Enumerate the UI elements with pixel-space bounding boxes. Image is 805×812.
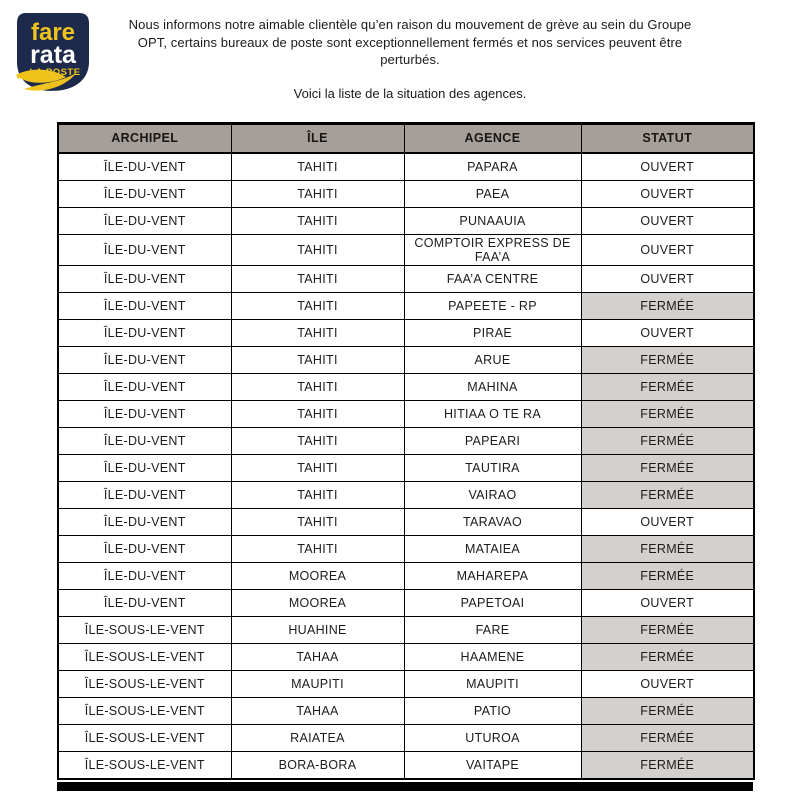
cell-archipel: ÎLE-SOUS-LE-VENT — [58, 616, 231, 643]
cell-ile: TAHITI — [231, 207, 404, 234]
header-row — [58, 123, 754, 153]
cell-agence: PAPEETE - RP — [404, 292, 581, 319]
table-row — [58, 508, 754, 535]
cell-agence: HAAMENE — [404, 643, 581, 670]
fare-rata-logo — [16, 12, 92, 98]
cell-statut: OUVERT — [581, 153, 754, 181]
cell-statut: FERMÉE — [581, 427, 754, 454]
table-header — [58, 123, 754, 153]
table-row — [58, 400, 754, 427]
cell-archipel: ÎLE-SOUS-LE-VENT — [58, 643, 231, 670]
cell-ile: TAHITI — [231, 400, 404, 427]
cell-agence: HITIAA O TE RA — [404, 400, 581, 427]
cell-statut: FERMÉE — [581, 481, 754, 508]
subtitle-text: Voici la liste de la situation des agences. — [293, 85, 527, 101]
cell-archipel: ÎLE-DU-VENT — [58, 180, 231, 207]
cell-statut: OUVERT — [581, 589, 754, 616]
cell-ile: TAHITI — [231, 454, 404, 481]
cell-statut: FERMÉE — [581, 562, 754, 589]
cell-agence: UTUROA — [404, 724, 581, 751]
table-row — [58, 481, 754, 508]
column-header-statut: STATUT — [581, 123, 754, 153]
cell-agence: PAPEARI — [404, 427, 581, 454]
table-body — [58, 153, 754, 779]
cell-statut: OUVERT — [581, 234, 754, 265]
cutoff-row — [57, 782, 753, 791]
cell-ile: TAHITI — [231, 265, 404, 292]
cell-ile: MAUPITI — [231, 670, 404, 697]
cell-agence: MATAIEA — [404, 535, 581, 562]
cell-ile: TAHITI — [231, 481, 404, 508]
table-row — [58, 454, 754, 481]
agencies-table — [57, 122, 755, 780]
cell-archipel: ÎLE-DU-VENT — [58, 481, 231, 508]
cell-agence: TARAVAO — [404, 508, 581, 535]
cell-ile: TAHITI — [231, 535, 404, 562]
table-row — [58, 234, 754, 265]
cell-ile: RAIATEA — [231, 724, 404, 751]
cell-ile: TAHITI — [231, 319, 404, 346]
cell-archipel: ÎLE-DU-VENT — [58, 265, 231, 292]
cell-statut: FERMÉE — [581, 292, 754, 319]
cell-statut: FERMÉE — [581, 346, 754, 373]
cell-agence: COMPTOIR EXPRESS DE FAA’A — [404, 234, 581, 265]
column-header-archipel: ARCHIPEL — [58, 123, 231, 153]
cell-ile: TAHAA — [231, 643, 404, 670]
cell-statut: FERMÉE — [581, 724, 754, 751]
cell-archipel: ÎLE-DU-VENT — [58, 153, 231, 181]
cell-ile: TAHITI — [231, 346, 404, 373]
cell-statut: FERMÉE — [581, 454, 754, 481]
cell-ile: TAHITI — [231, 508, 404, 535]
table-row — [58, 292, 754, 319]
cell-statut: OUVERT — [581, 265, 754, 292]
cell-agence: MAHINA — [404, 373, 581, 400]
cell-ile: TAHITI — [231, 180, 404, 207]
table-row — [58, 616, 754, 643]
cell-archipel: ÎLE-DU-VENT — [58, 454, 231, 481]
cell-archipel: ÎLE-DU-VENT — [58, 207, 231, 234]
cell-agence: PAPETOAI — [404, 589, 581, 616]
cell-ile: TAHITI — [231, 153, 404, 181]
intro-section — [0, 0, 805, 102]
cell-statut: FERMÉE — [581, 697, 754, 724]
table-row — [58, 427, 754, 454]
table-row — [58, 207, 754, 234]
cell-ile: TAHAA — [231, 697, 404, 724]
cell-agence: PAEA — [404, 180, 581, 207]
table-row — [58, 346, 754, 373]
cell-statut: OUVERT — [581, 670, 754, 697]
cell-archipel: ÎLE-SOUS-LE-VENT — [58, 724, 231, 751]
cell-archipel: ÎLE-DU-VENT — [58, 535, 231, 562]
cell-statut: OUVERT — [581, 207, 754, 234]
table-row — [58, 153, 754, 181]
cell-agence: MAHAREPA — [404, 562, 581, 589]
cell-statut: FERMÉE — [581, 616, 754, 643]
table-row — [58, 562, 754, 589]
cell-ile: MOOREA — [231, 562, 404, 589]
logo-text-la-poste: LA POSTE — [29, 67, 81, 78]
cell-agence: PAPARA — [404, 153, 581, 181]
cell-archipel: ÎLE-DU-VENT — [58, 400, 231, 427]
cell-archipel: ÎLE-DU-VENT — [58, 319, 231, 346]
cell-statut: FERMÉE — [581, 643, 754, 670]
table-row — [58, 319, 754, 346]
cell-ile: BORA-BORA — [231, 751, 404, 779]
cell-statut: FERMÉE — [581, 535, 754, 562]
logo-text-fare: fare — [30, 19, 76, 46]
cell-agence: VAIRAO — [404, 481, 581, 508]
table-row — [58, 265, 754, 292]
table-row — [58, 180, 754, 207]
cell-ile: TAHITI — [231, 373, 404, 400]
cell-archipel: ÎLE-DU-VENT — [58, 373, 231, 400]
table-row — [58, 724, 754, 751]
cell-ile: MOOREA — [231, 589, 404, 616]
column-header-ile: ÎLE — [231, 123, 404, 153]
cell-archipel: ÎLE-SOUS-LE-VENT — [58, 697, 231, 724]
cell-agence: FARE — [404, 616, 581, 643]
table-row — [58, 535, 754, 562]
cell-statut: OUVERT — [581, 508, 754, 535]
cell-archipel: ÎLE-DU-VENT — [58, 292, 231, 319]
cell-archipel: ÎLE-DU-VENT — [58, 589, 231, 616]
table-row — [58, 697, 754, 724]
cell-statut: FERMÉE — [581, 373, 754, 400]
cell-agence: PIRAE — [404, 319, 581, 346]
cell-statut: OUVERT — [581, 180, 754, 207]
cell-ile: TAHITI — [231, 234, 404, 265]
cell-agence: PATIO — [404, 697, 581, 724]
cell-archipel: ÎLE-SOUS-LE-VENT — [58, 670, 231, 697]
cell-agence: VAITAPE — [404, 751, 581, 779]
cell-ile: TAHITI — [231, 292, 404, 319]
cell-archipel: ÎLE-DU-VENT — [58, 427, 231, 454]
table-row — [58, 670, 754, 697]
cell-archipel: ÎLE-DU-VENT — [58, 508, 231, 535]
cell-agence: PUNAAUIA — [404, 207, 581, 234]
announcement-text: Nous informons notre aimable clientèle qu’en raison du mouvement de grève au sein du Groupe OPT, certains bureaux de poste sont exceptionnellement fermés et nos services peuvent être perturbés. — [128, 17, 692, 67]
cell-agence: TAUTIRA — [404, 454, 581, 481]
logo-text-rata: rata — [30, 41, 76, 69]
column-header-agence: AGENCE — [404, 123, 581, 153]
cell-agence: ARUE — [404, 346, 581, 373]
cell-statut: FERMÉE — [581, 400, 754, 427]
cell-archipel: ÎLE-DU-VENT — [58, 234, 231, 265]
cell-archipel: ÎLE-DU-VENT — [58, 346, 231, 373]
cell-agence: MAUPITI — [404, 670, 581, 697]
cell-statut: OUVERT — [581, 319, 754, 346]
cell-ile: TAHITI — [231, 427, 404, 454]
cell-statut: FERMÉE — [581, 751, 754, 779]
table-row — [58, 643, 754, 670]
table-row — [58, 373, 754, 400]
cell-archipel: ÎLE-SOUS-LE-VENT — [58, 751, 231, 779]
cell-ile: HUAHINE — [231, 616, 404, 643]
cell-archipel: ÎLE-DU-VENT — [58, 562, 231, 589]
cell-agence: FAA’A CENTRE — [404, 265, 581, 292]
table-row — [58, 589, 754, 616]
table-row — [58, 751, 754, 779]
